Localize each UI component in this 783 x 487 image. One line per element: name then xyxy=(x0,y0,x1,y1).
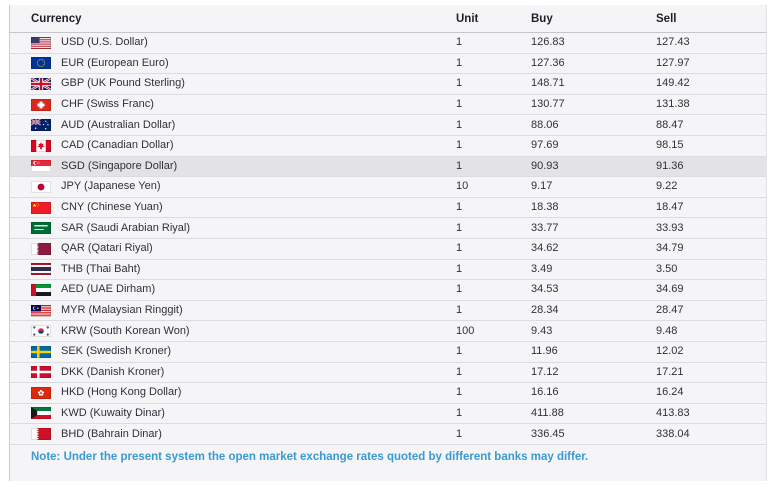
exchange-rates-panel xyxy=(9,5,767,481)
sell-rate: 98.15 xyxy=(656,139,684,152)
buy-rate: 148.71 xyxy=(531,77,565,90)
buy-rate: 28.34 xyxy=(531,304,559,317)
table-row-cny[interactable] xyxy=(10,198,766,219)
buy-rate: 33.77 xyxy=(531,221,559,234)
table-row-qar[interactable] xyxy=(10,239,766,260)
unit-value: 1 xyxy=(456,345,463,358)
unit-value: 1 xyxy=(456,427,463,440)
jp-flag-icon xyxy=(31,181,51,193)
unit-value: 1 xyxy=(456,406,463,419)
table-row-hkd[interactable] xyxy=(10,383,766,404)
buy-rate: 88.06 xyxy=(531,118,559,131)
eu-flag-icon xyxy=(31,57,51,69)
table-row-myr[interactable] xyxy=(10,301,766,322)
sell-rate: 33.93 xyxy=(656,221,684,234)
rates-table xyxy=(10,5,766,445)
currency-label: SGD (Singapore Dollar) xyxy=(61,159,178,172)
currency-label: KRW (South Korean Won) xyxy=(61,324,190,337)
currency-label: SAR (Saudi Arabian Riyal) xyxy=(61,221,191,234)
table-row-jpy[interactable] xyxy=(10,177,766,198)
bh-flag-icon xyxy=(31,428,51,440)
unit-value: 1 xyxy=(456,77,463,90)
currency-label: QAR (Qatari Riyal) xyxy=(61,242,153,255)
table-row-dkk[interactable] xyxy=(10,363,766,384)
buy-rate: 16.16 xyxy=(531,386,559,399)
buy-rate: 130.77 xyxy=(531,98,565,111)
kw-flag-icon xyxy=(31,407,51,419)
th-flag-icon xyxy=(31,263,51,275)
currency-label: THB (Thai Baht) xyxy=(61,262,141,275)
sell-rate: 88.47 xyxy=(656,118,684,131)
sell-rate: 338.04 xyxy=(656,427,690,440)
sell-rate: 9.48 xyxy=(656,324,678,337)
sell-rate: 149.42 xyxy=(656,77,690,90)
unit-value: 1 xyxy=(456,201,463,214)
unit-value: 1 xyxy=(456,242,463,255)
table-row-sek[interactable] xyxy=(10,342,766,363)
note-text: Note: Under the present system the open market exchange rates quoted by different banks may differ. xyxy=(31,450,589,463)
table-row-thb[interactable] xyxy=(10,260,766,281)
sell-rate: 34.69 xyxy=(656,283,684,296)
unit-value: 1 xyxy=(456,36,463,49)
sell-rate: 413.83 xyxy=(656,406,690,419)
au-flag-icon xyxy=(31,119,51,131)
column-header-unit: Unit xyxy=(456,12,479,25)
sell-rate: 91.36 xyxy=(656,159,684,172)
ca-flag-icon xyxy=(31,140,51,152)
currency-label: MYR (Malaysian Ringgit) xyxy=(61,304,183,317)
unit-value: 10 xyxy=(456,180,469,193)
currency-label: SEK (Swedish Kroner) xyxy=(61,345,172,358)
buy-rate: 90.93 xyxy=(531,159,559,172)
ae-flag-icon xyxy=(31,284,51,296)
my-flag-icon xyxy=(31,305,51,317)
sell-rate: 127.97 xyxy=(656,56,690,69)
buy-rate: 9.43 xyxy=(531,324,553,337)
sell-rate: 16.24 xyxy=(656,386,684,399)
buy-rate: 126.83 xyxy=(531,36,565,49)
table-row-aed[interactable] xyxy=(10,280,766,301)
currency-label: AED (UAE Dirham) xyxy=(61,283,156,296)
unit-value: 100 xyxy=(456,324,475,337)
column-header-buy: Buy xyxy=(531,12,553,25)
table-row-usd[interactable] xyxy=(10,33,766,54)
buy-rate: 127.36 xyxy=(531,56,565,69)
buy-rate: 34.62 xyxy=(531,242,559,255)
kr-flag-icon xyxy=(31,325,51,337)
buy-rate: 34.53 xyxy=(531,283,559,296)
sell-rate: 12.02 xyxy=(656,345,684,358)
sa-flag-icon xyxy=(31,222,51,234)
currency-label: GBP (UK Pound Sterling) xyxy=(61,77,185,90)
hk-flag-icon xyxy=(31,387,51,399)
table-row-aud[interactable] xyxy=(10,115,766,136)
table-row-kwd[interactable] xyxy=(10,404,766,425)
unit-value: 1 xyxy=(456,365,463,378)
table-row-gbp[interactable] xyxy=(10,74,766,95)
buy-rate: 411.88 xyxy=(531,406,564,419)
sell-rate: 131.38 xyxy=(656,98,690,111)
currency-label: KWD (Kuwaity Dinar) xyxy=(61,406,165,419)
currency-label: DKK (Danish Kroner) xyxy=(61,365,165,378)
unit-value: 1 xyxy=(456,386,463,399)
sell-rate: 28.47 xyxy=(656,304,684,317)
currency-label: BHD (Bahrain Dinar) xyxy=(61,427,162,440)
unit-value: 1 xyxy=(456,159,463,172)
unit-value: 1 xyxy=(456,283,463,296)
cn-flag-icon xyxy=(31,202,51,214)
sell-rate: 9.22 xyxy=(656,180,678,193)
table-row-sgd[interactable] xyxy=(10,157,766,178)
currency-label: CHF (Swiss Franc) xyxy=(61,98,154,111)
table-row-cad[interactable] xyxy=(10,136,766,157)
buy-rate: 3.49 xyxy=(531,262,553,275)
buy-rate: 11.96 xyxy=(531,345,558,358)
sell-rate: 3.50 xyxy=(656,262,678,275)
unit-value: 1 xyxy=(456,304,463,317)
gb-flag-icon xyxy=(31,78,51,90)
table-row-chf[interactable] xyxy=(10,95,766,116)
buy-rate: 97.69 xyxy=(531,139,559,152)
currency-label: CNY (Chinese Yuan) xyxy=(61,201,163,214)
column-header-currency: Currency xyxy=(31,12,82,25)
sg-flag-icon xyxy=(31,160,51,172)
buy-rate: 9.17 xyxy=(531,180,553,193)
table-row-sar[interactable] xyxy=(10,218,766,239)
unit-value: 1 xyxy=(456,56,463,69)
currency-label: JPY (Japanese Yen) xyxy=(61,180,161,193)
table-header-row xyxy=(10,5,766,33)
se-flag-icon xyxy=(31,346,51,358)
table-row-krw[interactable] xyxy=(10,321,766,342)
currency-label: EUR (European Euro) xyxy=(61,56,169,69)
sell-rate: 17.21 xyxy=(656,365,684,378)
currency-label: AUD (Australian Dollar) xyxy=(61,118,176,131)
currency-label: HKD (Hong Kong Dollar) xyxy=(61,386,182,399)
unit-value: 1 xyxy=(456,221,463,234)
sell-rate: 127.43 xyxy=(656,36,690,49)
currency-label: CAD (Canadian Dollar) xyxy=(61,139,174,152)
unit-value: 1 xyxy=(456,262,463,275)
unit-value: 1 xyxy=(456,98,463,111)
sell-rate: 18.47 xyxy=(656,201,684,214)
sell-rate: 34.79 xyxy=(656,242,684,255)
currency-label: USD (U.S. Dollar) xyxy=(61,36,148,49)
dk-flag-icon xyxy=(31,366,51,378)
buy-rate: 17.12 xyxy=(531,365,559,378)
ch-flag-icon xyxy=(31,99,51,111)
us-flag-icon xyxy=(31,37,51,49)
unit-value: 1 xyxy=(456,139,463,152)
table-row-eur[interactable] xyxy=(10,54,766,75)
column-header-sell: Sell xyxy=(656,12,677,25)
qa-flag-icon xyxy=(31,243,51,255)
table-body xyxy=(10,33,766,445)
buy-rate: 18.38 xyxy=(531,201,559,214)
unit-value: 1 xyxy=(456,118,463,131)
table-row-bhd[interactable] xyxy=(10,424,766,445)
buy-rate: 336.45 xyxy=(531,427,565,440)
